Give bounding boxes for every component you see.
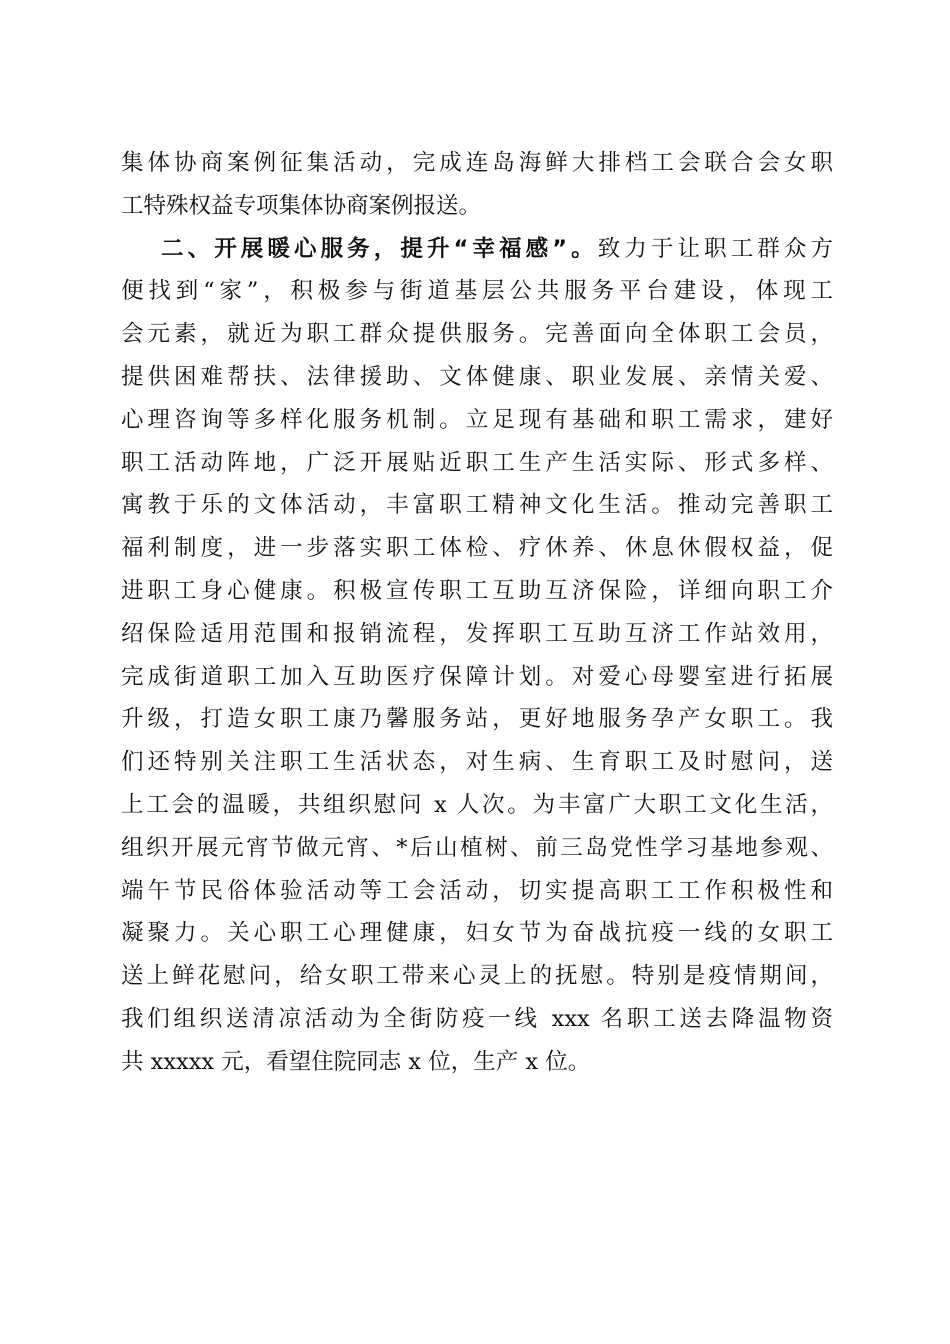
paragraph-2-line-17: 凝聚力。关心职工心理健康，妇女节为奋战抗疫一线的女职工 [121, 920, 833, 947]
paragraph-2-line-13: 们还特别关注职工生活状态，对生病、生育职工及时慰问，送 [121, 749, 833, 776]
paragraph-2-line-20: 共 xxxxx 元，看望住院同志 x 位，生产 x 位。 [121, 1048, 591, 1075]
paragraph-1-line-2: 工特殊权益专项集体协商案例报送。 [121, 192, 482, 219]
document-body [121, 142, 833, 1084]
paragraph-2-line-7: 寓教于乐的文体活动，丰富职工精神文化生活。推动完善职工 [121, 492, 833, 519]
section-heading: 二、开展暖心服务，提升“幸福感”。 [161, 235, 598, 262]
paragraph-2-line-1-rest: 致力于让职工群众方 [597, 235, 833, 262]
paragraph-2-line-4: 提供困难帮扶、法律援助、文体健康、职业发展、亲情关爱、 [121, 363, 833, 390]
paragraph-2 [121, 228, 833, 1084]
paragraph-2-line-1 [121, 228, 833, 271]
paragraph-2-line-2: 便找到“家”，积极参与街道基层公共服务平台建设，体现工 [121, 278, 833, 305]
paragraph-2-line-8: 福利制度，进一步落实职工体检、疗休养、休息休假权益，促 [121, 535, 833, 562]
paragraph-2-line-11: 完成街道职工加入互助医疗保障计划。对爱心母婴室进行拓展 [121, 663, 833, 690]
paragraph-2-line-6: 职工活动阵地，广泛开展贴近职工生产生活实际、形式多样、 [121, 449, 833, 476]
paragraph-2-line-10: 绍保险适用范围和报销流程，发挥职工互助互济工作站效用， [121, 620, 833, 647]
paragraph-1 [121, 142, 833, 228]
paragraph-2-line-14: 上工会的温暖，共组织慰问 x 人次。为丰富广大职工文化生活， [121, 791, 833, 818]
paragraph-2-line-15: 组织开展元宵节做元宵、*后山植树、前三岛党性学习基地参观、 [121, 834, 833, 861]
paragraph-2-line-3: 会元素，就近为职工群众提供服务。完善面向全体职工会员， [121, 321, 833, 348]
paragraph-2-line-18: 送上鲜花慰问，给女职工带来心灵上的抚慰。特别是疫情期间， [121, 963, 833, 990]
paragraph-2-line-9: 进职工身心健康。积极宣传职工互助互济保险，详细向职工介 [121, 577, 833, 604]
paragraph-2-line-16: 端午节民俗体验活动等工会活动，切实提高职工工作积极性和 [121, 877, 833, 904]
paragraph-2-line-12: 升级，打造女职工康乃馨服务站，更好地服务孕产女职工。我 [121, 706, 833, 733]
paragraph-1-line-1: 集体协商案例征集活动，完成连岛海鲜大排档工会联合会女职 [121, 150, 833, 176]
paragraph-2-line-5: 心理咨询等多样化服务机制。立足现有基础和职工需求，建好 [121, 406, 833, 433]
paragraph-2-line-19: 我们组织送清凉活动为全街防疫一线 xxx 名职工送去降温物资 [121, 1005, 833, 1032]
